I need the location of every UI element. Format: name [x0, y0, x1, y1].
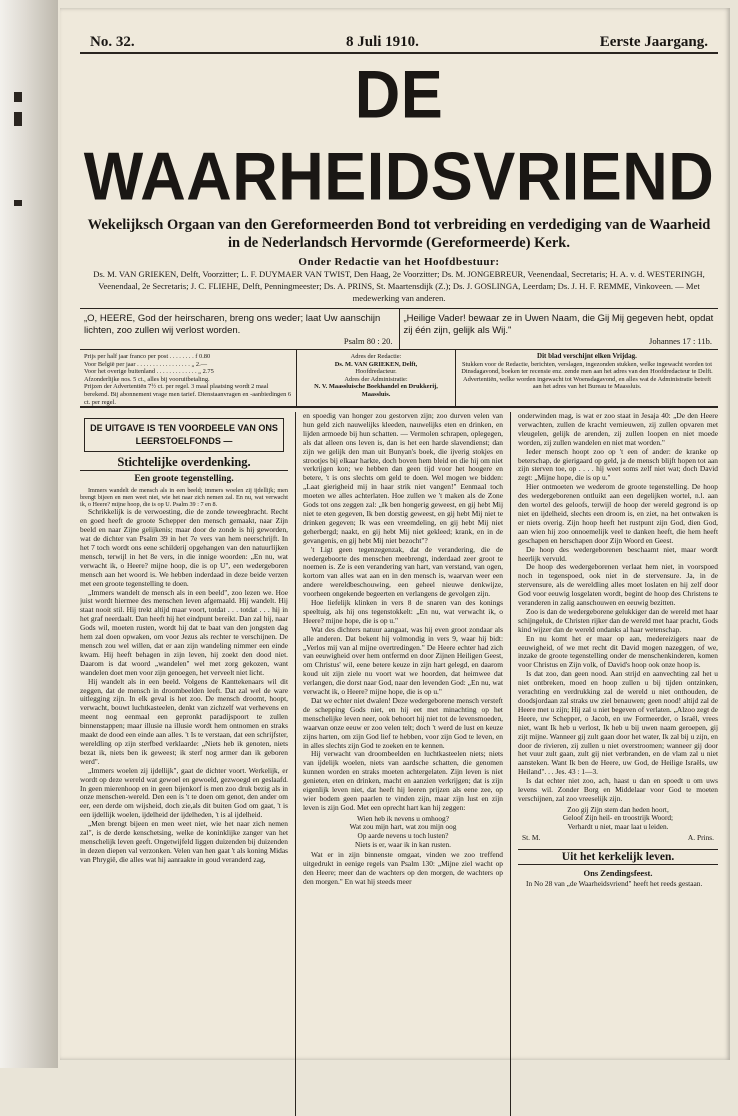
- address-info: [296, 350, 456, 406]
- poem-line: Op aarde nevens u toch lusten?: [357, 830, 449, 840]
- paragraph: „Immers woelen zij ijdellijk", gaat de dichter voort. Werkelijk, er wordt op deze wereld wat gewoel en gewoeld, gezwoegd en geslaafd. In geen mierenhoop en in geen bijenkorf is men zoo druk bezig als in onze menschen-wereld. Den een is 't te doen om genot, den ander om eer, een derde om wijsheid, doch zie,als dit buiten God om gaat, 't is een ijdellijk woelen, ijdelheid der ijdelheden, 't is al ijdelheid.: [80, 765, 288, 820]
- paragraph: De hoop des wedergeborenen beschaamt niet, maar wordt heerlijk vervuld.: [518, 544, 718, 563]
- article-columns: [80, 412, 718, 1116]
- fund-notice: DE UITGAVE IS TEN VOORDEELE VAN ONS LEERSTOELFONDS —: [84, 418, 284, 452]
- price-line: Voor België per jaar . . . . . . . . . . . . . . . . . „ 2.—: [84, 360, 208, 368]
- masthead-title: DE WAARHEIDSVRIEND: [83, 57, 715, 215]
- issue-volume: Eerste Jaargang.: [599, 34, 708, 50]
- poem-line: Wat zou mijn hart, wat zou mijn oog: [349, 822, 457, 832]
- paragraph: Is dat zoo, dan geen nood. Aan strijd en aanvechting zal het u niet ontbreken, moed en hoop zullen u bij tijden ontzinken, verachting en verdrukking zal de wereld u niet onthouden, de doodsjordaan zal straks uw ziel benauwen; geen nood! altijd zal de Heere met u zijn; Hij zal u niet begeven of verlaten. „Alzoo zegt de Heere, uw Schepper, o Jacob, en uw Formeerder, o Israël, vrees niet, want Ik heb u verlost, Ik heb u bij uwen naam geroepen, gij zijt mijne. Wanneer gij zult gaan door het water, Ik zal bij u zijn, en door de rivieren, zij zullen u niet overstroomen; wanneer gij door het vuur zult gaan, zult gij niet verbranden, en de vlam zal u niet aansteken. Want Ik ben de Heere, uw God, de Heilige Israëls, uw Heiland". . . Jes. 43 : 1—3.: [518, 669, 718, 777]
- poem-line: Geloof Zijn heil- en troostrijk Woord;: [562, 813, 674, 823]
- article-title: Ons Zendingsfeest.: [583, 868, 653, 879]
- price-line: Afzonderlijke nos. 5 ct., alles bij vooruitbetaling.: [84, 375, 210, 383]
- admin-label: Adres der Administratie:: [344, 375, 408, 383]
- admin-name: N. V. Maassluische Boekhandel en Drukkerij, Maassluis.: [314, 383, 438, 398]
- price-line: Prijzen der Advertentiën 7½ ct. per regel. 3 maal plaatsing wordt 2 maal berekend. Bij abonnement vrage men tarief. Dienstaanvragen en -aanbiedingen 6 ct. per regel.: [84, 383, 292, 406]
- paragraph: Hoe liefelijk klinken in vers 8 de snaren van des konings speeltuig, als hij ons tegenstokkelt: „En nu, wat verwacht ik, o Heere? mijne hope, die is op u.": [303, 598, 503, 625]
- verse-text: „Heilige Vader! bewaar ze in Uwen Naam, die Gij Mij gegeven hebt, opdat zij één zijn, gelijk als Wij.": [403, 313, 714, 336]
- paragraph: Wat des dichters natuur aangaat, was hij even groot zondaar als alle anderen. Dat bekent hij volmondig in vers 9, waar hij bidt: „Verlos mij van al mijne overtredingen." De Heere echter had zich van eeuwigheid over hem ontfermd en door Zijnen Heiligen Geest, om Christus' wil, eene betere keuze in zijn hart gelegd, en daarom koud uit zijn ziele nu voort wat we hoorden, dat heimwee dat verlangen, die dorst naar God, naar den levenden God: „En nu, wat verwacht ik, o Heere? mijne hope, die is op u.": [303, 624, 503, 697]
- verse-text: „O, HEERE, God der heirscharen, breng ons weder; laat Uw aanschijn lichten, zoo zullen wij verlost worden.: [84, 313, 381, 336]
- paragraph: Hier ontmoeten we wederom de groote tegenstelling. De hoop des wedergeborenen ontluikt aan een degelijken wortel, n.l. aan den wortel des geloofs, terwijl de hoop der wereld gegrond is op niet en ijdelheid, slechts een droom is, en ziet, na het ontwaken is er niets overig. Zijn hoop heeft het rustpunt zijn God, dien God, aan wien hij zoo onnoemelijk veel te danken heeft, die hem heeft geschapen en herschapen door Zijn Woord en Geest.: [518, 482, 718, 545]
- paragraph: Dat we echter niet dwalen! Deze wedergeborene mensch versteft de schepping Gods niet, en hij eet met minachting op het menschelijke leven neer, ook behoort hij niet tot de levensmoeden, waarvan onze eeuw er zoo velen telt; doch 't werd de lust en keuze zijns harten, om zijn God lief te hebben, voor zijn God te leven, en in alles slechts zijn God te zoeken en te kennen.: [303, 696, 503, 750]
- editorial-label: Onder Redactie van het Hoofdbestuur:: [298, 256, 500, 268]
- poem: [303, 815, 503, 849]
- issue-number: No. 32.: [90, 34, 135, 50]
- paragraph: Wat er in zijn binnenste omgaat, vinden we zoo treffend uitgedrukt in eenige regels van Psalm 130: „Mijne ziel wacht op den Heere; meer dan de wachters op den morgen, de wachters op den morgen." En wat hij steeds meer: [303, 850, 503, 886]
- paragraph: Zoo is dan de wedergeborene gelukkiger dan de wereld met haar schijngeluk, de Christen rijker dan de wereld met haar pracht, Gods kind wijzer dan de wereld ondanks al haar wetenschap.: [518, 606, 718, 634]
- verse-right: [399, 309, 719, 349]
- binding-mark: [14, 112, 22, 126]
- paragraph: Schrikkelijk is de verwoesting, die de zonde teweegbracht. Recht en goed heeft de groote Schepper den mensch gemaakt, naar Zijn beeld en naar Zijne gelijkenis; maar door de zonde is hij geworden, wat de dichter van Psalm 39 in het 7e vers van hem neerschrijft. In het 7 toch wordt ons eene schilderij opgehangen van den natuurlijken mensch, terwijl in het 8e vers, in die innige woorden: „En nu, wat verwacht ik, o Heere? mijne hoop, die is op U", een wedergeboren mensch aan het woord is. We hebben inderdaad in deze beide verzen met een groote tegenstelling te doen.: [80, 507, 288, 588]
- paragraph: Hij wandelt als in een beeld. Volgens de Kanttekenaars wil dit zeggen, dat de mensch in droombeelden leeft. Dat zal wel de ware uitlegging zijn. In elk geval is het zoo. De mensch droomt, hoopt, verwacht, bouwt luchtkasteelen, denkt van zichzelf wat verhevens en meent nog eenmaal een gepronkt paradijspoort te zullen binnenstappen; maar illusie na illusie wordt hem ontnomen en straks maakt de dood een einde aan alles. 't Is te verstaan, dat een schrijfster, wereldling op zijn sterfbed verklaarde: „Niets heb ik genoten, niets bezat ik, niets ben ik geweest; ik sterf nog armer dan ik geboren werd".: [80, 676, 288, 766]
- issue-date: 8 Juli 1910.: [346, 34, 419, 50]
- paragraph: Ieder mensch hoopt zoo op 't een of ander: de kranke op beterschap, de gierigaard op geld, ja de mensch blijft hopen tot aan zijn sterven toe, op . . . . hij weet soms zelf niet wat; doch David zegt: „Mijne hope, die is op u.": [518, 446, 718, 483]
- article-title: Een groote tegenstelling.: [134, 473, 234, 484]
- weekly-head: Dit blad verschijnt elken Vrijdag.: [537, 352, 637, 360]
- issue-header: [80, 8, 718, 54]
- signature-name: A. Prins.: [687, 832, 714, 842]
- editors-list: Ds. M. VAN GRIEKEN, Delft, Voorzitter; L. F. DUYMAER VAN TWIST, Den Haag, 2e Voorzitter; Ds. M. JONGEBREUR, Veenendaal, Secretaris; H. A. v. d. WESTERINGH, Veenendaal, 2e Secretaris; J. C. FLIEHE, Delft, Penningmeester; Ds. A. PRINS, St. Maartensdijk (Z.); Ds. J. GOSLINGA, Leerdam; Ds. J. H. F. REMME, Vinkoveen. — Met medewerking van anderen.: [80, 268, 718, 309]
- paragraph: en spoedig van honger zou gestorven zijn; zoo durven velen van hun geld zich nauwelijks kleeden, nauwelijks eten en drinken, en lijden armoede bij hun schatten. — Vermolen schrapen, oplegegen, als dat alleen ons leven is, dan is het een harde slavendienst; dan zijn we gelijk den man uit Bunyan's boek, die ijverig stokjes en strootjes bij elkaar harkte, doch boven hem bleid en die hij om niet verkrijgen kon; we hebben dan geen tijd voor het hoogere en betere, 't is ons slechts om geld te doen. Wel mogen we bidden: „Laat gierigheid mij in haar strik niet vangen!" Eenmaal toch moeten we alles achterlaten. Hoe zullen we 't maken als de Zone Gods tot ons zeggen zal: „Ik ben hongerig geweest, en gij hebt Mij niet te eten gegeven, Ik ben dorstig geweest, en gij hebt Mij niet te drinken gegeven; Ik was een vreemdeling, en gij hebt Mij niet geherbergd; naakt, en gij hebt Mij niet gekleed; krank, en in de gevangenis, en gij hebt Mij niet bezocht"?: [303, 412, 503, 545]
- verse-left: [80, 309, 399, 349]
- paragraph: Hij verwacht van droombeelden en luchtkasteelen niets; niets van ijdelijk woelen, niets van aardsche schatten, die genomen kunnen worden en straks moeten achtergelaten. Zijn leven is niet genieten, eten en drinken, macht en aanzien verkrijgen; dat is zijn eigenlijk leven niet, dat heeft hij leeren prijzen als eene zee, op wier bodem geen paarlen te vinden zijn, maar zijn lust en zijn leven is zijn God. Met een oprecht hart kan hij zeggen:: [303, 749, 503, 812]
- section-title: Stichtelijke overdenking.: [80, 458, 288, 471]
- section-title: Uit het kerkelijk leven.: [518, 849, 718, 866]
- price-line: Voor het overige buitenland . . . . . . . . . . . . . „ 2.75: [84, 368, 214, 376]
- signature-place: St. M.: [522, 832, 541, 842]
- binding-mark: [14, 92, 22, 102]
- column-3: [510, 412, 718, 1116]
- poem-line: Wien heb ik nevens u omhoog?: [357, 813, 449, 823]
- verse-reference: Psalm 80 : 20.: [343, 336, 393, 346]
- verse-bar: [80, 309, 718, 350]
- address-name: Ds. M. VAN GRIEKEN, Delft,: [334, 360, 418, 368]
- paragraph: En nu komt het er maar op aan, medereizigers naar de eeuwigheid, of we met recht dit David mogen nazeggen, of we, inzake de groote tegenstelling onder de menschenkinderen, komen voor Christus en Zijn volk, of David's hoop ook onze hoop is.: [518, 633, 718, 670]
- epigraph: Immers wandelt de mensch als in een beeld; immers woelen zij ijdellijk; men brengt bijeen en men weet niet, wie het naar zich nemen zal. En nu, wat verwacht ik, o Heere? mijne hoop, die is op U. Psalm 39 : 7 en 8.: [80, 486, 288, 509]
- paragraph: Is dat echter niet zoo, ach, haast u dan en spoedt u om uws levens wil. Zonder Borg en Middelaar voor God te moeten verschijnen, zal zoo vreeselijk zijn.: [518, 776, 718, 803]
- info-bar: [80, 350, 718, 408]
- paragraph: 't Ligt geen tegenzegenzak, dat de verandering, die de wedergeboorte des menschen meebrengt, inderdaad zeer groot te noemen is. Ze is een verandering van hart, van verstand, van ogen, kortom van alles wat aan en in den mensch is, waarvan weer een andere wereldbeschouwing, een geheel nieuwe denkwijze, voorheen ongekende begeerten en verlangens de gevolgen zijn.: [303, 544, 503, 599]
- column-2: [295, 412, 503, 1116]
- page-content: [80, 8, 718, 1116]
- binding-mark: [14, 200, 22, 206]
- paragraph: „Immers wandelt de mensch als in een beeld", zoo lezen we. Hoe juist wordt hiermee des menschen leven afgemaald. Hij wandelt. Hij staat nooit stil. Hij trekt altijd maar voort, totdat . . . totdat . . . hij in het graf neerdaalt. Dan heeft hij het eindpunt bereikt. Dan zal hij, naar Gods wil, moeten rusten, wordt hij dat te baat van den jongsten dag hem zal doen opwaken, om voor Jezus als rechter te verschijnen. De mensch zou wel willen, dat er aan zijn wandeling nimmer een einde kwam. Hij heeft behagen in zijn leven, hij zoekt den dood niet. Daarom is dat woord „wandelen" wel met zorg gekozen, want wandelen doet men voor zijn genoegen, het verveelt niet licht.: [80, 587, 288, 677]
- price-line: Prijs per half jaar franco per post . . . . . . . . f 0.80: [84, 353, 211, 360]
- column-1: [80, 412, 288, 1116]
- paragraph: onderwinden mag, is wat er zoo staat in Jesaja 40: „De den Heere verwachten, zullen de kracht vernieuwen, zij zullen opvaren met vleugelen, gelijk de arenden, zij zullen loopen en niet moede worden, zij zullen wandelen en niet mat worden.": [518, 412, 718, 447]
- weekly-text: Stukken voor de Redactie, berichten, verslagen, ingezonden stukken, welke ingewacht worden tot Dinsdagavond, boeken ter recensie enz. zende men aan het adres van den Hoofdredacteur te Delft. Advertentiën, welke worden ingewacht tot Woensdagavond, en alles wat de Administratie betreft aan het adres van het Bureau te Maassluis.: [461, 360, 713, 391]
- signature: [522, 834, 714, 843]
- publication-info: [456, 350, 718, 406]
- paragraph: „Men brengt bijeen en men weet niet, wie het naar zich nemen zal", is de derde kenschetsing, welke de koninklijke zanger van het menschelijk leven geeft. Ongetwijfeld liggen duizenden bij duizenden in dezen diepen val verzonken. Velen van hen gaat 't als koning Midas van Phrygië, die alles wat hij aanraakte in goud veranderd zag,: [80, 819, 288, 864]
- poem-line: Verhardt u niet, maar laat u leiden.: [567, 822, 669, 832]
- price-info: [80, 350, 296, 406]
- book-binding: [0, 0, 58, 1068]
- newspaper-page: [60, 8, 730, 1060]
- poem-line: Zoo gij Zijn stem dan heden hoort,: [567, 804, 669, 814]
- poem: [518, 806, 718, 832]
- poem-line: Niets is er, waar ik in kan rusten.: [355, 839, 451, 849]
- address-label: Adres der Redactie:: [350, 353, 402, 360]
- address-role: Hoofdredacteur.: [355, 368, 397, 376]
- verse-reference: Johannes 17 : 11b.: [649, 336, 712, 346]
- paragraph: De hoop des wedergeborenen verlaat hem niet, in voorspoed noch in tegenspoed, ook niet in de stervensure. Ja, in de stervensure, als de wereldling alles moet loslaten en hij zelf door God voor eeuwig losgelaten wordt, begint de hoop des Christens te veranderen in zalig aanschouwen en eeuwig bezitten.: [518, 562, 718, 608]
- masthead-subtitle: Wekelijksch Orgaan van den Gereformeerden Bond tot verbreiding en verdediging van de Waarheid in de Nederlandsch Hervormde (Gereformeerde) Kerk.: [87, 217, 711, 251]
- paragraph: In No 28 van „de Waarheidsvriend" heeft het reeds gestaan.: [526, 879, 703, 889]
